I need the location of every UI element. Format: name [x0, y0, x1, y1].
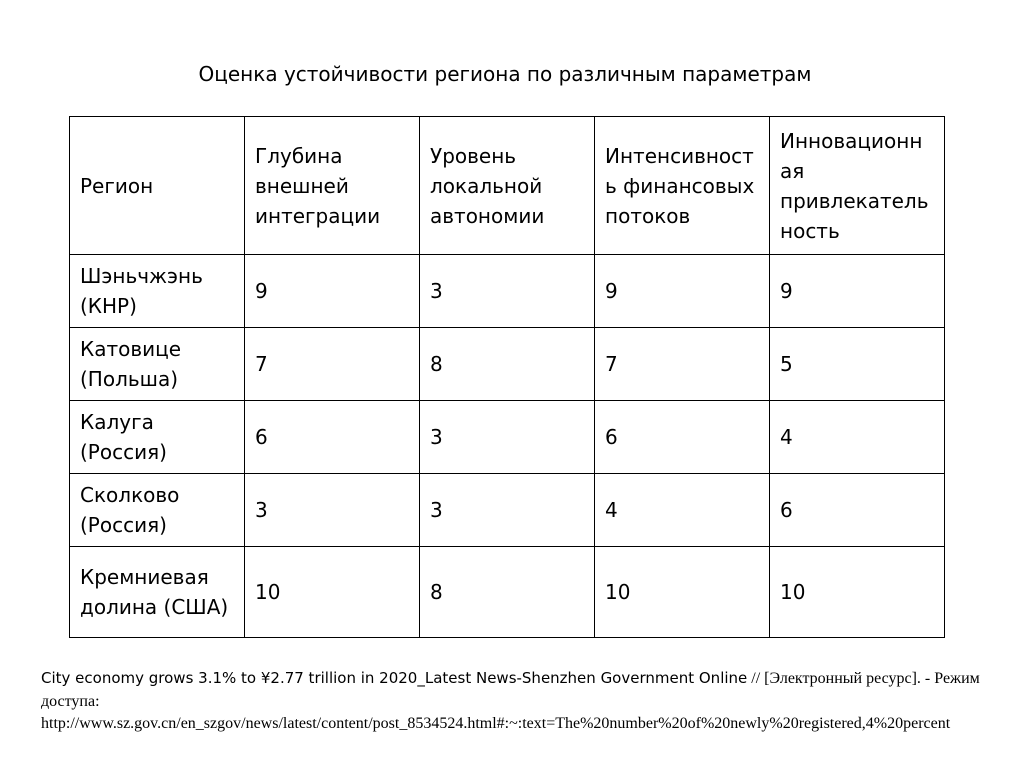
value-cell: 6: [245, 401, 420, 474]
value-cell: 10: [595, 547, 770, 638]
value-cell: 5: [770, 328, 945, 401]
value-cell: 8: [420, 547, 595, 638]
header-cell-region: Регион: [70, 117, 245, 255]
region-cell: Сколково (Россия): [70, 474, 245, 547]
table-row: [70, 328, 945, 401]
source-citation: [41, 667, 1016, 735]
table-header-row: [70, 117, 945, 255]
value-cell: 3: [245, 474, 420, 547]
citation-suffix: // [Электронный ресурс]. - Режим доступа:: [41, 670, 980, 710]
value-cell: 6: [770, 474, 945, 547]
value-cell: 9: [770, 255, 945, 328]
value-cell: 7: [595, 328, 770, 401]
value-cell: 10: [770, 547, 945, 638]
value-cell: 9: [245, 255, 420, 328]
region-cell: Катовице (Польша): [70, 328, 245, 401]
value-cell: 10: [245, 547, 420, 638]
region-cell: Шэньчжэнь (КНР): [70, 255, 245, 328]
table-row: [70, 255, 945, 328]
citation-url: http://www.sz.gov.cn/en_szgov/news/latest/content/post_8534524.html#:~:text=The%20number%20of%20newly%20registered,4%20percent: [41, 715, 951, 732]
value-cell: 3: [420, 401, 595, 474]
table-row: [70, 474, 945, 547]
table-row: [70, 401, 945, 474]
region-cell: Кремниевая долина (США): [70, 547, 245, 638]
header-cell-innovation-attractiveness: Инновационн ая привлекатель ность: [770, 117, 945, 255]
header-cell-local-autonomy: Уровень локальной автономии: [420, 117, 595, 255]
citation-source-title: City economy grows 3.1% to ¥2.77 trillion in 2020_Latest News-Shenzhen Government Online: [41, 669, 748, 687]
value-cell: 7: [245, 328, 420, 401]
value-cell: 8: [420, 328, 595, 401]
region-assessment-table: [69, 116, 945, 638]
table-row: [70, 547, 945, 638]
value-cell: 6: [595, 401, 770, 474]
value-cell: 3: [420, 255, 595, 328]
slide-title: Оценка устойчивости региона по различным параметрам: [198, 62, 812, 86]
header-cell-external-integration: Глубина внешней интеграции: [245, 117, 420, 255]
value-cell: 9: [595, 255, 770, 328]
value-cell: 4: [770, 401, 945, 474]
value-cell: 4: [595, 474, 770, 547]
value-cell: 3: [420, 474, 595, 547]
header-cell-financial-flows: Интенсивност ь финансовых потоков: [595, 117, 770, 255]
region-cell: Калуга (Россия): [70, 401, 245, 474]
